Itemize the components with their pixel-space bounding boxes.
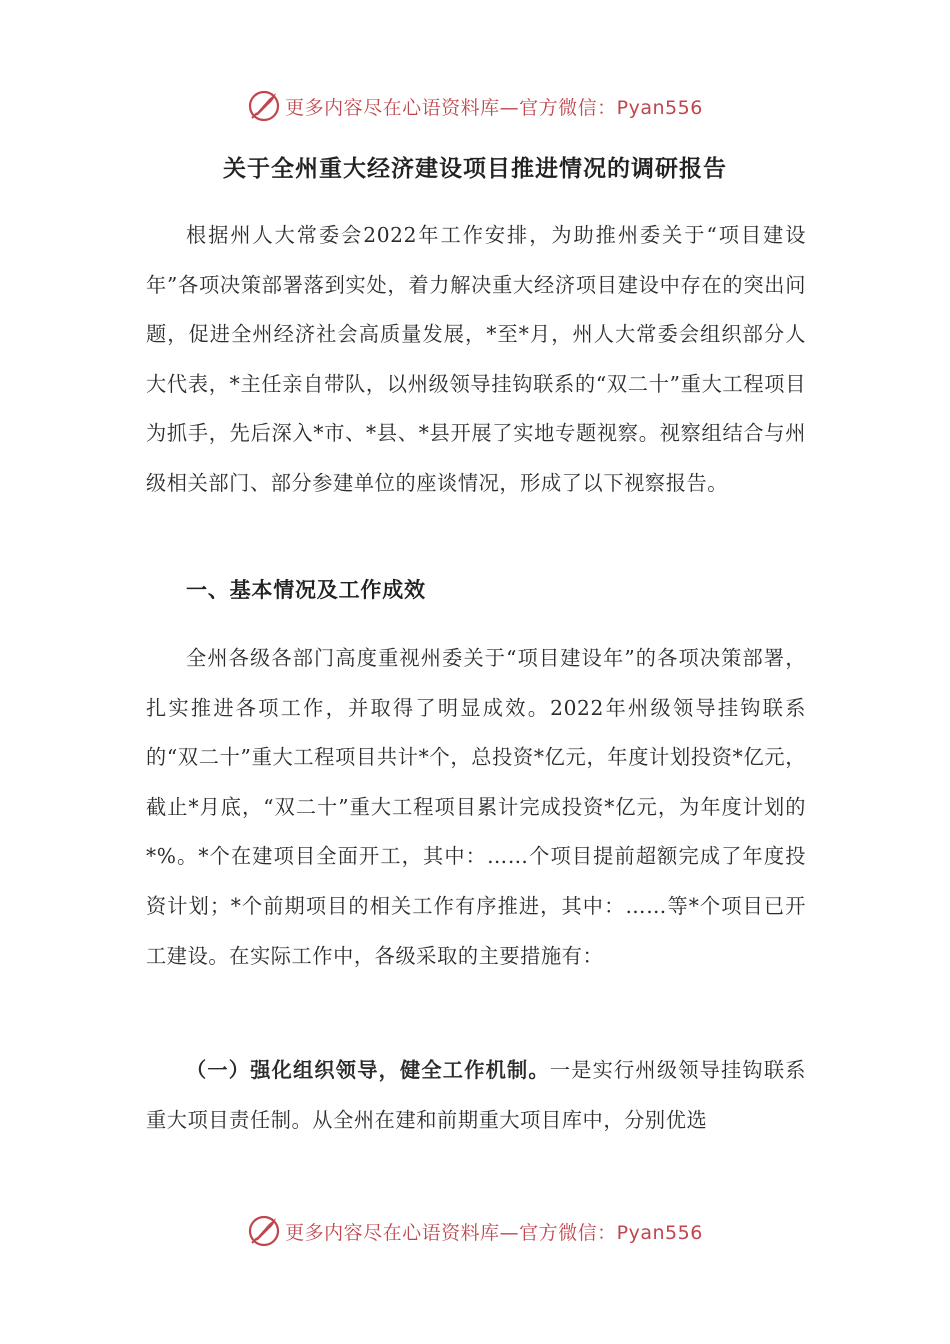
document-title: 关于全州重大经济建设项目推进情况的调研报告	[223, 156, 727, 182]
quill-logo-icon	[247, 89, 281, 123]
watermark-banner-top	[0, 86, 950, 126]
subsection-lead: （一）强化组织领导，健全工作机制。	[186, 1058, 550, 1082]
section-heading: 一、基本情况及工作成效	[186, 578, 426, 602]
subsection-body: 一是实行州级领导挂钩联系重大项目责任制。从全州在建和前期重大项目库中，分别优选	[146, 1058, 807, 1132]
watermark-text: 更多内容尽在心语资料库—官方微信：Pyan556	[285, 1221, 703, 1244]
quill-logo-icon	[247, 1214, 281, 1248]
watermark-banner-bottom	[0, 1211, 950, 1251]
subsection-paragraph	[146, 1046, 806, 1145]
section-paragraph: 全州各级各部门高度重视州委关于“项目建设年”的各项决策部署，扎实推进各项工作，并取得了明显成效。2022年州级领导挂钩联系的“双二十”重大工程项目共计*个，总投资*亿元，年度计划投资*亿元，截止*月底，“双二十”重大工程项目累计完成投资*亿元，为年度计划的*%。*个在建项目全面开工，其中：……个项目提前超额完成了年度投资计划；*个前期项目的相关工作有序推进，其中：……等*个项目已开工建设。在实际工作中，各级采取的主要措施有：	[146, 646, 806, 968]
intro-paragraph: 根据州人大常委会2022年工作安排，为助推州委关于“项目建设年”各项决策部署落到实处，着力解决重大经济项目建设中存在的突出问题，促进全州经济社会高质量发展，*至*月，州人大常委会组织部分人大代表，*主任亲自带队，以州级领导挂钩联系的“双二十”重大工程项目为抓手，先后深入*市、*县、*县开展了实地专题视察。视察组结合与州级相关部门、部分参建单位的座谈情况，形成了以下视察报告。	[146, 223, 806, 495]
watermark-text: 更多内容尽在心语资料库—官方微信：Pyan556	[285, 96, 703, 119]
